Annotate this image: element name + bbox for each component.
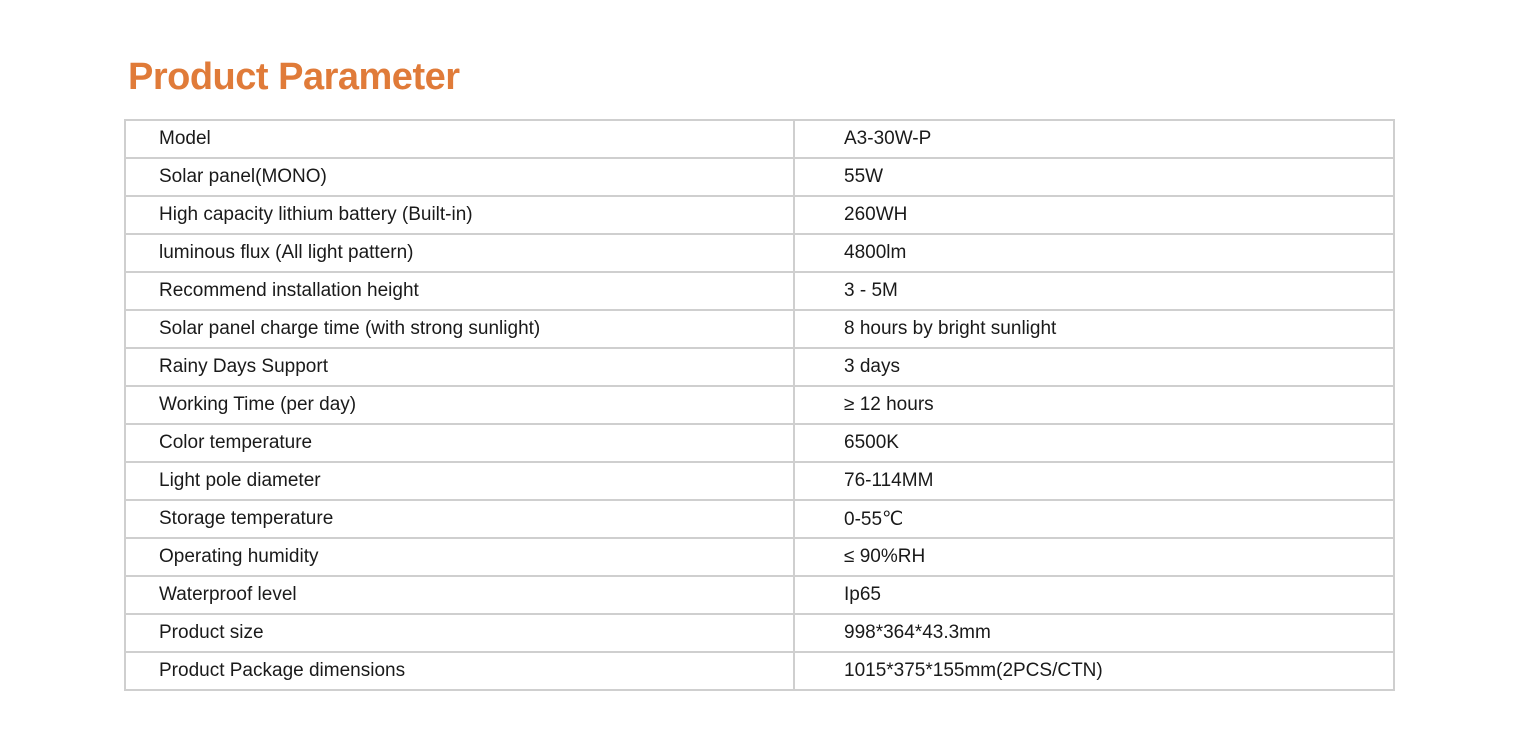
parameter-value: 998*364*43.3mm [794,614,1394,652]
table-row [125,424,1394,462]
parameter-value: ≤ 90%RH [794,538,1394,576]
table-row [125,386,1394,424]
table-row [125,348,1394,386]
table-row [125,234,1394,272]
table-row [125,500,1394,538]
parameter-value: 76-114MM [794,462,1394,500]
table-row [125,158,1394,196]
parameter-label: Product Package dimensions [125,652,794,690]
parameter-value: 6500K [794,424,1394,462]
table-row [125,272,1394,310]
parameter-label: Color temperature [125,424,794,462]
parameter-value: A3-30W-P [794,120,1394,158]
table-row [125,196,1394,234]
table-row [125,538,1394,576]
parameter-value: 260WH [794,196,1394,234]
page-title: Product Parameter [128,56,460,98]
parameter-label: Storage temperature [125,500,794,538]
parameter-label: High capacity lithium battery (Built-in) [125,196,794,234]
table-row [125,652,1394,690]
table-row [125,614,1394,652]
table-row [125,576,1394,614]
parameter-label: Product size [125,614,794,652]
parameter-table [124,119,1395,691]
parameter-label: Solar panel charge time (with strong sunlight) [125,310,794,348]
parameter-value: ≥ 12 hours [794,386,1394,424]
parameter-table-body [125,120,1394,690]
parameter-label: Rainy Days Support [125,348,794,386]
parameter-value: 3 days [794,348,1394,386]
parameter-value: 1015*375*155mm(2PCS/CTN) [794,652,1394,690]
parameter-label: Working Time (per day) [125,386,794,424]
parameter-label: Model [125,120,794,158]
parameter-value: 0-55℃ [794,500,1394,538]
parameter-label: Waterproof level [125,576,794,614]
table-row [125,462,1394,500]
parameter-value: 4800lm [794,234,1394,272]
parameter-label: Recommend installation height [125,272,794,310]
parameter-value: 55W [794,158,1394,196]
parameter-label: Operating humidity [125,538,794,576]
parameter-value: 3 - 5M [794,272,1394,310]
parameter-label: Light pole diameter [125,462,794,500]
parameter-label: Solar panel(MONO) [125,158,794,196]
parameter-value: Ip65 [794,576,1394,614]
table-row [125,120,1394,158]
parameter-value: 8 hours by bright sunlight [794,310,1394,348]
parameter-label: luminous flux (All light pattern) [125,234,794,272]
table-row [125,310,1394,348]
